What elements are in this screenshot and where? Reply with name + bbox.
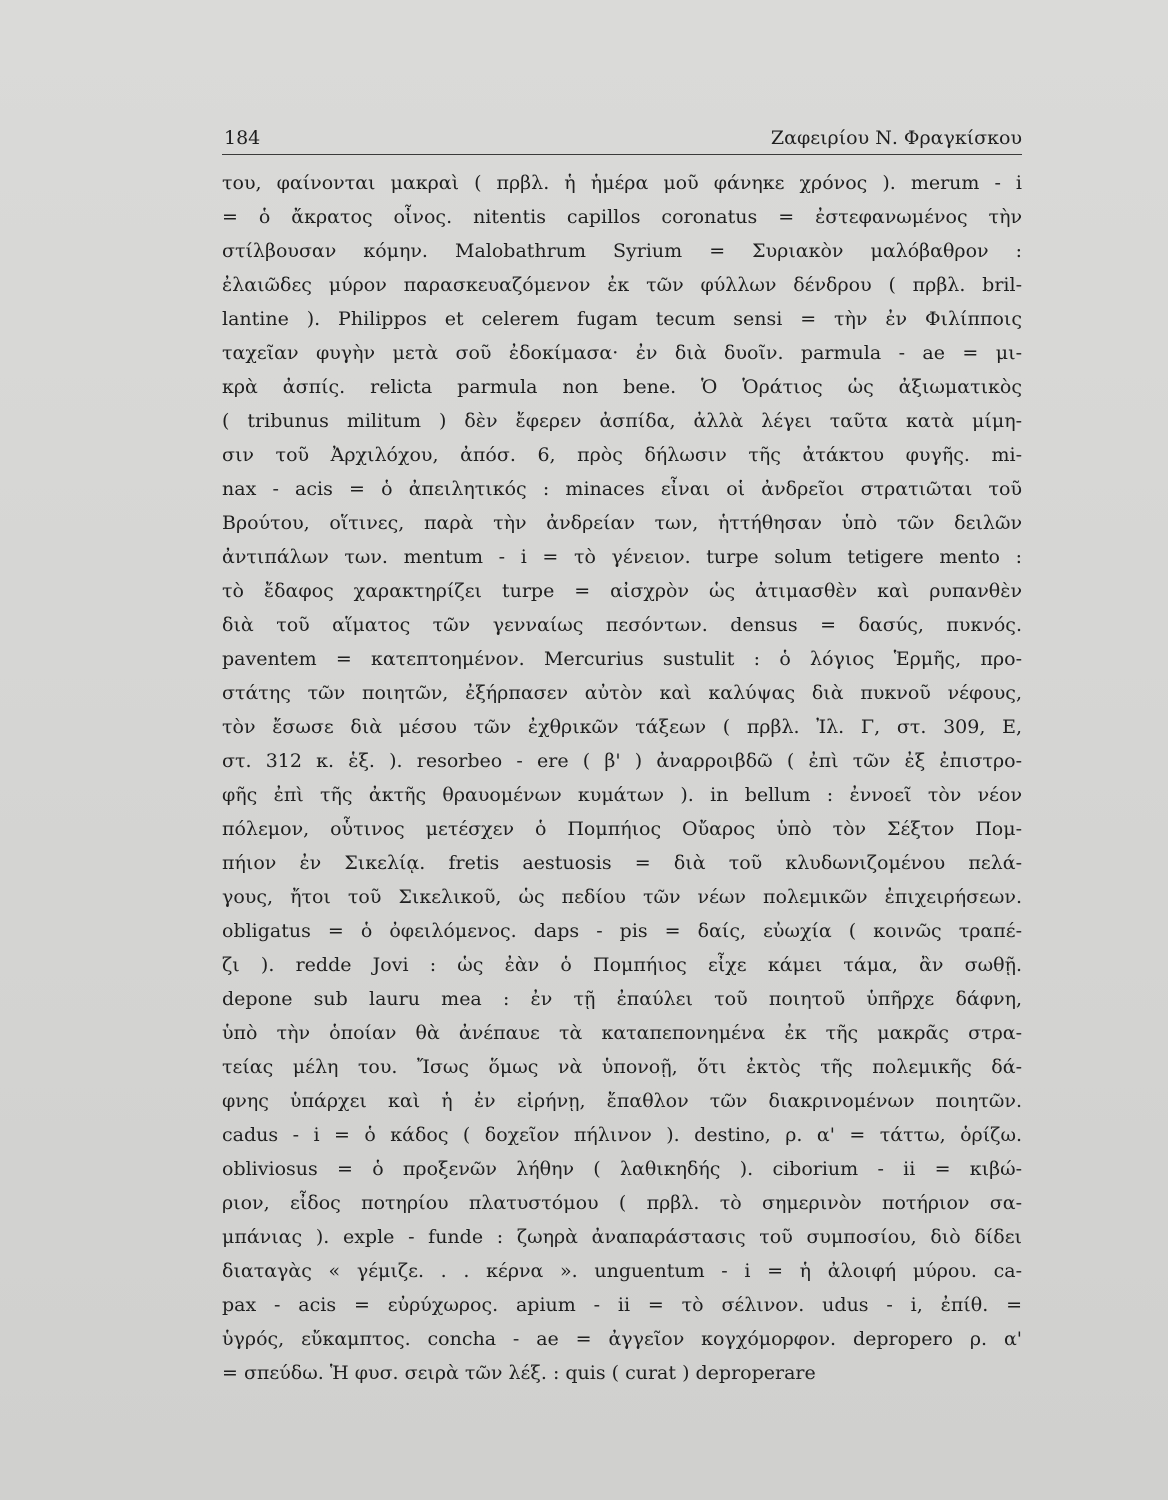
- text-line: ὑγρός, εὔκαμπτος. concha - ae = ἀγγεῖον κογχόμορφον. depropero ρ. α': [222, 1328, 1022, 1350]
- text-line: pax - acis = εὐρύχωρος. apium - ii = τὸ σέλινον. udus - i, ἐπίθ. =: [222, 1294, 1022, 1316]
- text-line: τὸν ἔσωσε διὰ μέσου τῶν ἐχθρικῶν τάξεων ( πρβλ. Ἰλ. Γ, στ. 309, Ε,: [222, 716, 1022, 738]
- text-line: τὸ ἔδαφος χαρακτηρίζει turpe = αἰσχρὸν ὡς ἀτιμασθὲν καὶ ρυπανθὲν: [222, 580, 1022, 602]
- text-line: στίλβουσαν κόμην. Malobathrum Syrium = Συριακὸν μαλόβαθρον :: [222, 240, 1022, 262]
- text-line: διὰ τοῦ αἵματος τῶν γενναίως πεσόντων. densus = δασύς, πυκνός.: [222, 614, 1022, 636]
- text-line: σιν τοῦ Ἀρχιλόχου, ἀπόσ. 6, πρὸς δήλωσιν τῆς ἀτάκτου φυγῆς. mi-: [222, 444, 1022, 466]
- text-line: πήιον ἐν Σικελίᾳ. fretis aestuosis = διὰ τοῦ κλυδωνιζομένου πελά-: [222, 852, 1022, 874]
- text-line: ἀντιπάλων των. mentum - i = τὸ γένειον. turpe solum tetigere mento :: [222, 546, 1022, 568]
- text-line: ἐλαιῶδες μύρον παρασκευαζόμενον ἐκ τῶν φύλλων δένδρου ( πρβλ. bril-: [222, 274, 1022, 296]
- text-line: lantine ). Philippos et celerem fugam tecum sensi = τὴν ἐν Φιλίπποις: [222, 308, 1022, 330]
- text-line: = σπεύδω. Ἡ φυσ. σειρὰ τῶν λέξ. : quis ( curat ) deproperare: [222, 1362, 816, 1384]
- text-line: obliviosus = ὁ προξενῶν λήθην ( λαθικηδής ). ciborium - ii = κιβώ-: [222, 1158, 1022, 1180]
- text-line: τείας μέλη του. Ἴσως ὅμως νὰ ὑπονοῇ, ὅτι ἐκτὸς τῆς πολεμικῆς δά-: [222, 1056, 1022, 1078]
- text-line: φνης ὑπάρχει καὶ ἡ ἐν εἰρήνῃ, ἔπαθλον τῶν διακρινομένων ποιητῶν.: [222, 1090, 1022, 1112]
- text-line: πόλεμον, οὗτινος μετέσχεν ὁ Πομπήιος Οὔαρος ὑπὸ τὸν Σέξτον Πομ-: [222, 818, 1022, 840]
- text-line: του, φαίνονται μακραὶ ( πρβλ. ἡ ἡμέρα μοῦ φάνηκε χρόνος ). merum - i: [222, 172, 1022, 194]
- text-line: ριον, εἶδος ποτηρίου πλατυστόμου ( πρβλ. τὸ σημερινὸν ποτήριον σα-: [222, 1192, 1022, 1214]
- text-line: μπάνιας ). exple - funde : ζωηρὰ ἀναπαράστασις τοῦ συμποσίου, διὸ δίδει: [222, 1226, 1022, 1248]
- text-line: ( tribunus militum ) δὲν ἔφερεν ἀσπίδα, ἀλλὰ λέγει ταῦτα κατὰ μίμη-: [222, 410, 1022, 432]
- text-line: obligatus = ὁ ὀφειλόμενος. daps - pis = δαίς, εὐωχία ( κοινῶς τραπέ-: [222, 920, 1022, 942]
- text-line: ταχεῖαν φυγὴν μετὰ σοῦ ἐδοκίμασα· ἐν διὰ δυοῖν. parmula - ae = μι-: [222, 342, 1022, 364]
- text-line: στ. 312 κ. ἑξ. ). resorbeo - ere ( β' ) ἀναρροιβδῶ ( ἐπὶ τῶν ἐξ ἐπιστρο-: [222, 750, 1022, 772]
- text-line: ὑπὸ τὴν ὁποίαν θὰ ἀνέπαυε τὰ καταπεπονημένα ἐκ τῆς μακρᾶς στρα-: [222, 1022, 1022, 1044]
- text-line: στάτης τῶν ποιητῶν, ἐξήρπασεν αὐτὸν καὶ καλύψας διὰ πυκνοῦ νέφους,: [222, 682, 1022, 704]
- text-line: = ὁ ἄκρατος οἶνος. nitentis capillos coronatus = ἐστεφανωμένος τὴν: [222, 206, 1022, 228]
- text-line: cadus - i = ὁ κάδος ( δοχεῖον πήλινον ). destino, ρ. α' = τάττω, ὁρίζω.: [222, 1124, 1022, 1146]
- text-line: ζι ). redde Jovi : ὡς ἐὰν ὁ Πομπήιος εἶχε κάμει τάμα, ἂν σωθῇ.: [222, 954, 1022, 976]
- text-line: διαταγὰς « γέμιζε. . . κέρνα ». unguentum - i = ἡ ἀλοιφή μύρου. ca-: [222, 1260, 1022, 1282]
- text-line: nax - acis = ὁ ἀπειλητικός : minaces εἶναι οἱ ἀνδρεῖοι στρατιῶται τοῦ: [222, 478, 1022, 500]
- page-header: [222, 122, 1022, 154]
- text-line: γους, ἤτοι τοῦ Σικελικοῦ, ὡς πεδίου τῶν νέων πολεμικῶν ἐπιχειρήσεων.: [222, 886, 1022, 908]
- text-line: κρὰ ἀσπίς. relicta parmula non bene. Ὁ Ὁράτιος ὡς ἀξιωματικὸς: [222, 376, 1022, 398]
- header-rule: [222, 154, 1022, 155]
- running-head: Ζαφειρίου Ν. Φραγκίσκου: [770, 127, 1022, 149]
- page-number: 184: [224, 127, 261, 149]
- text-line: Βρούτου, οἵτινες, παρὰ τὴν ἀνδρείαν των, ἡττήθησαν ὑπὸ τῶν δειλῶν: [222, 512, 1022, 534]
- text-line: depone sub lauru mea : ἐν τῇ ἐπαύλει τοῦ ποιητοῦ ὑπῆρχε δάφνη,: [222, 988, 1022, 1010]
- text-line: φῆς ἐπὶ τῆς ἀκτῆς θραυομένων κυμάτων ). in bellum : ἐννοεῖ τὸν νέον: [222, 784, 1022, 806]
- text-line: paventem = κατεπτοημένον. Mercurius sustulit : ὁ λόγιος Ἑρμῆς, προ-: [222, 648, 1022, 670]
- body-text: [222, 166, 1022, 1390]
